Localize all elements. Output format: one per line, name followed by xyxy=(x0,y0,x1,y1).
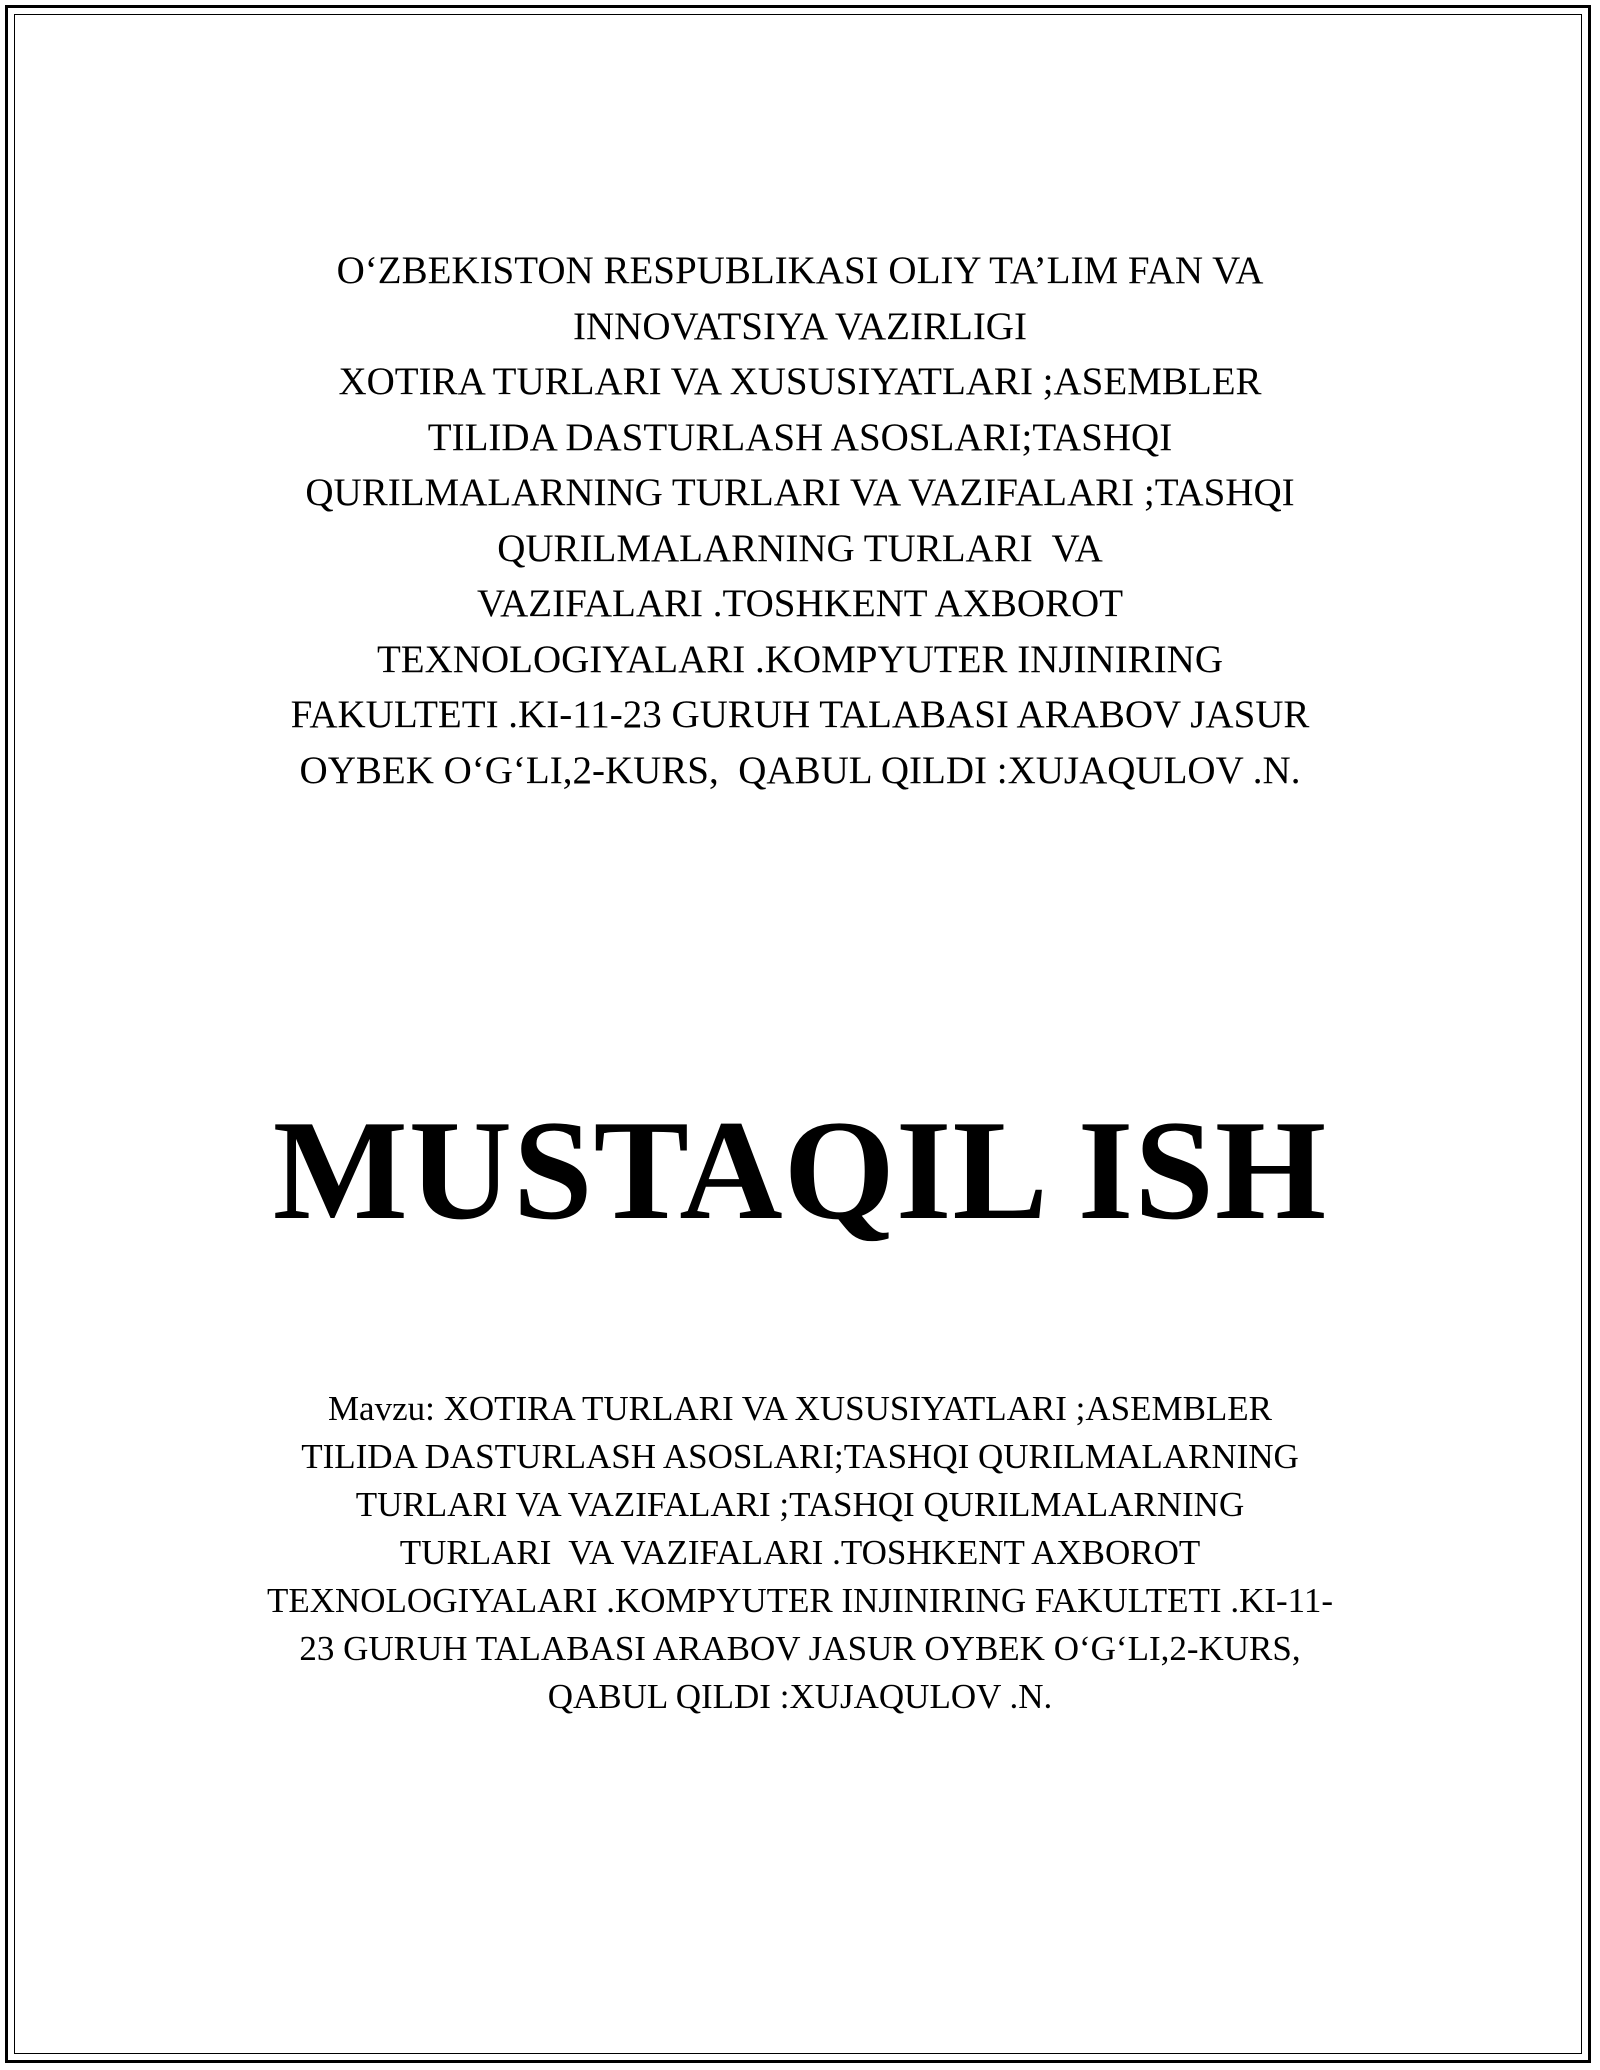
topic-line: QABUL QILDI :XUJAQULOV .N. xyxy=(547,1677,1053,1716)
topic-line: TILIDA DASTURLASH ASOSLARI;TASHQI QURILMALARNING xyxy=(301,1437,1299,1476)
header-line: VAZIFALARI .TOSHKENT AXBOROT xyxy=(476,582,1124,625)
topic-line: TURLARI VA VAZIFALARI .TOSHKENT AXBOROT xyxy=(399,1533,1201,1572)
topic-line: TEXNOLOGIYALARI .KOMPYUTER INJINIRING FAKULTETI .KI-11- xyxy=(266,1581,1334,1620)
topic-line: TURLARI VA VAZIFALARI ;TASHQI QURILMALARNING xyxy=(355,1485,1245,1524)
header-line: QURILMALARNING TURLARI VA VAZIFALARI ;TASHQI xyxy=(305,471,1295,514)
topic-block xyxy=(0,1385,1600,1721)
header-line: OYBEK O‘G‘LI,2-KURS, QABUL QILDI :XUJAQULOV .N. xyxy=(299,748,1301,792)
title-block xyxy=(0,1085,1600,1255)
header-line: XOTIRA TURLARI VA XUSUSIYATLARI ;ASEMBLER xyxy=(338,360,1262,403)
topic-line: 23 GURUH TALABASI ARABOV JASUR OYBEK O‘G‘LI,2-KURS, xyxy=(299,1629,1301,1668)
header-block xyxy=(0,243,1600,798)
document-title: MUSTAQIL ISH xyxy=(272,1091,1328,1249)
header-line: INNOVATSIYA VAZIRLIGI xyxy=(573,304,1027,348)
header-line: O‘ZBEKISTON RESPUBLIKASI OLIY TA’LIM FAN VA xyxy=(336,249,1264,292)
header-line: FAKULTETI .KI-11-23 GURUH TALABASI ARABOV JASUR xyxy=(290,693,1310,736)
topic-line: Mavzu: XOTIRA TURLARI VA XUSUSIYATLARI ;ASEMBLER xyxy=(327,1389,1273,1428)
header-line: QURILMALARNING TURLARI VA xyxy=(497,526,1103,570)
header-line: TILIDA DASTURLASH ASOSLARI;TASHQI xyxy=(427,415,1173,459)
header-line: TEXNOLOGIYALARI .KOMPYUTER INJINIRING xyxy=(376,637,1223,681)
